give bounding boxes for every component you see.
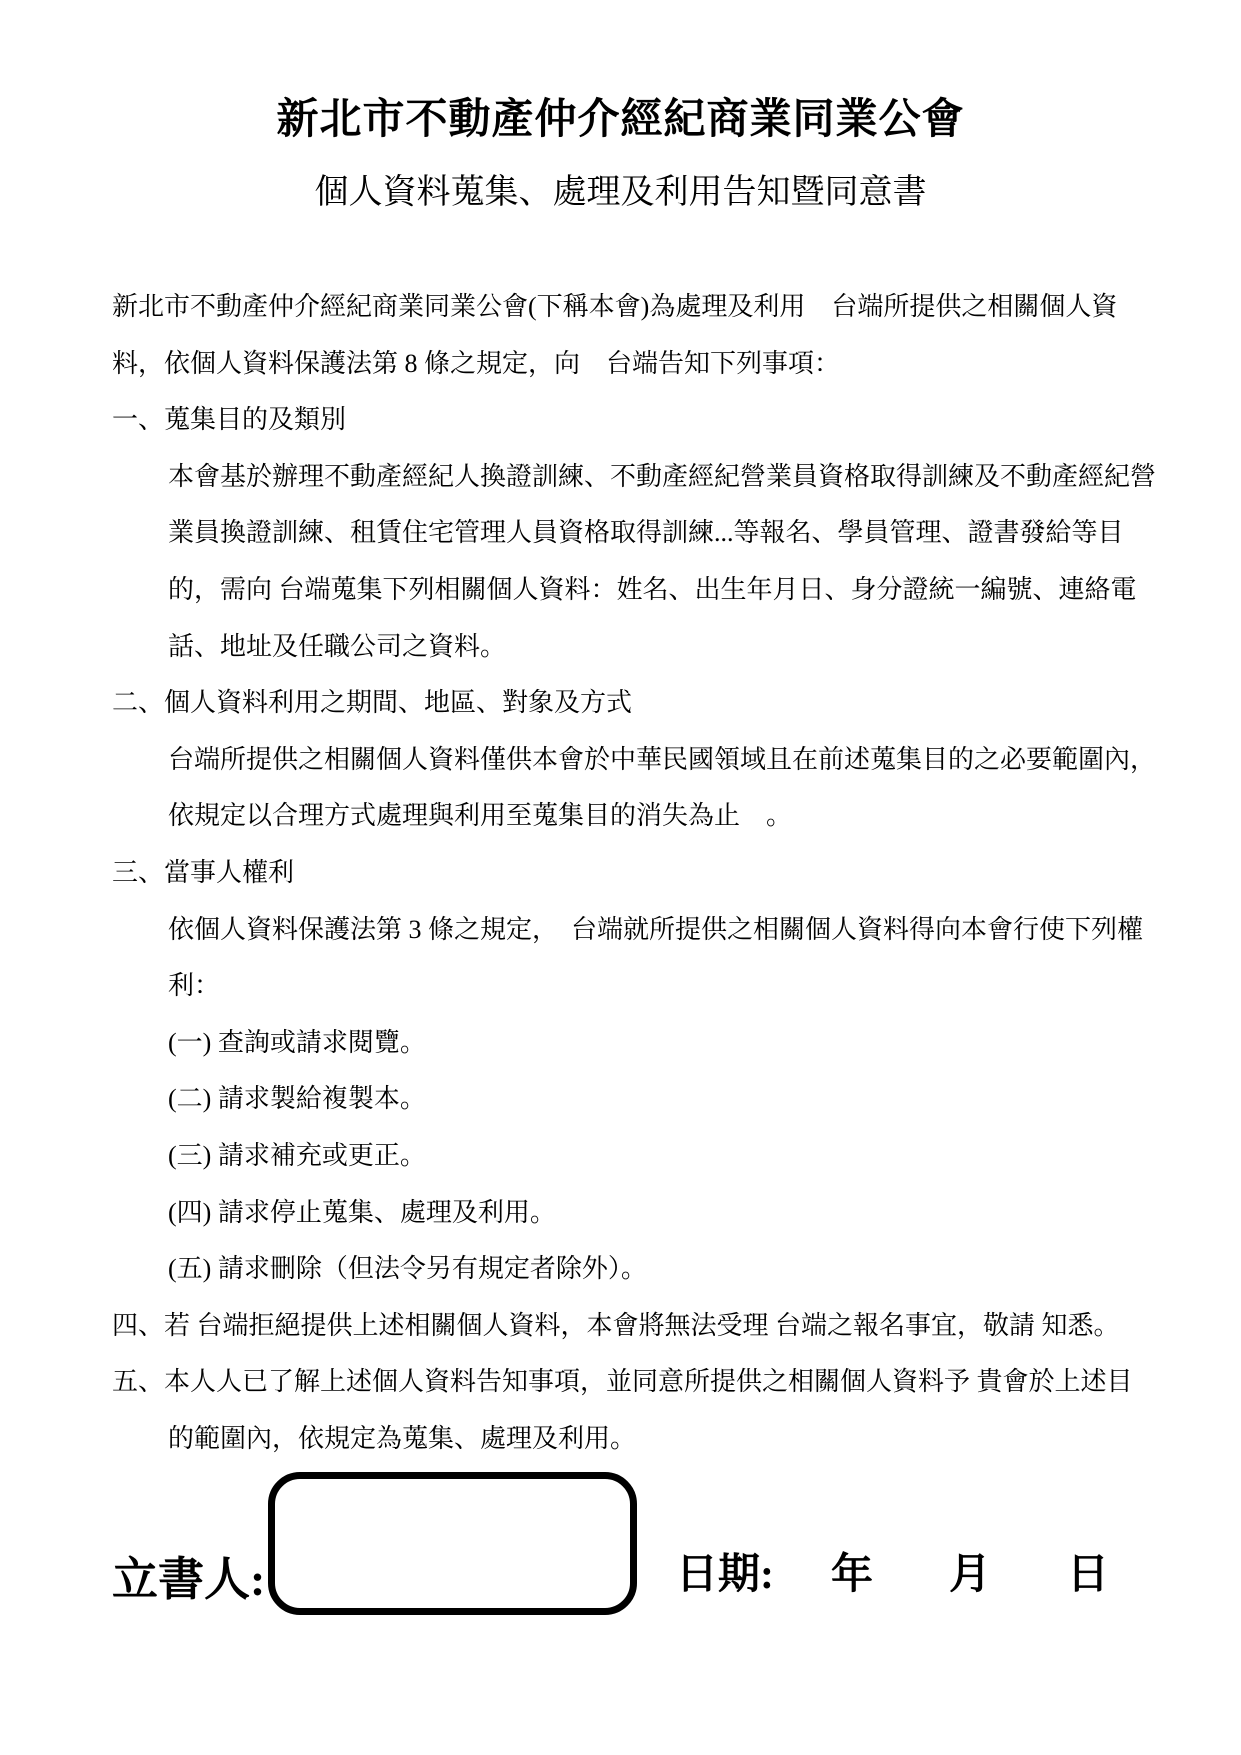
- body-line: 新北市不動產仲介經紀商業同業公會(下稱本會)為處理及利用 台端所提供之相關個人資: [112, 292, 1118, 321]
- section-heading-3: 三、當事人權利: [112, 857, 295, 887]
- body-line: 台端所提供之相關個人資料僅供本會於中華民國領域且在前述蒐集目的之必要範圍內，: [168, 744, 1157, 774]
- list-item-1: (一) 查詢或請求閱覽。: [168, 1027, 426, 1057]
- list-item-2: (二) 請求製給複製本。: [168, 1084, 426, 1114]
- section-heading-4: 四、若 台端拒絕提供上述相關個人資料，本會將無法受理 台端之報名事宜，敬請 知悉。: [112, 1310, 1120, 1340]
- document-body: [112, 279, 1157, 1467]
- date-label: 日期:: [676, 1552, 774, 1598]
- month-label: 月: [949, 1552, 992, 1598]
- section-heading-2: 二、個人資料利用之期間、地區、對象及方式: [112, 688, 633, 718]
- section-heading-5: 五、本人人已了解上述個人資料告知事項，並同意所提供之相關個人資料予 貴會於上述目: [112, 1367, 1133, 1397]
- day-label: 日: [1067, 1552, 1110, 1598]
- body-line: 的範圍內，依規定為蒐集、處理及利用。: [168, 1423, 637, 1453]
- body-line: 依規定以合理方式處理與利用至蒐集目的消失為止 。: [168, 801, 793, 831]
- section-heading-1: 一、蒐集目的及類別: [112, 405, 347, 435]
- year-label: 年: [831, 1552, 874, 1598]
- list-item-5: (五) 請求刪除（但法令另有規定者除外）。: [168, 1254, 647, 1284]
- body-line: 的，需向 台端蒐集下列相關個人資料：姓名、出生年月日、身分證統一編號、連絡電: [168, 574, 1137, 604]
- body-line: 業員換證訓練、租賃住宅管理人員資格取得訓練...等報名、學員管理、證書發給等目: [168, 518, 1124, 548]
- body-line: 話、地址及任職公司之資料。: [168, 631, 507, 661]
- body-line: 依個人資料保護法第 3 條之規定， 台端就所提供之相關個人資料得向本會行使下列權: [168, 914, 1144, 944]
- body-line: 利：: [168, 971, 221, 1001]
- page-subtitle: 個人資料蒐集、處理及利用告知暨同意書: [314, 174, 927, 211]
- list-item-3: (三) 請求補充或更正。: [168, 1140, 426, 1170]
- list-item-4: (四) 請求停止蒐集、處理及利用。: [168, 1197, 556, 1227]
- body-line: 料，依個人資料保護法第 8 條之規定，向 台端告知下列事項：: [112, 348, 841, 378]
- signer-name-box[interactable]: [268, 1472, 637, 1615]
- body-line: 本會基於辦理不動產經紀人換證訓練、不動產經紀營業員資格取得訓練及不動產經紀營: [168, 461, 1157, 491]
- signer-label: 立書人:: [112, 1554, 266, 1605]
- page-title: 新北市不動產仲介經紀商業同業公會: [276, 97, 965, 143]
